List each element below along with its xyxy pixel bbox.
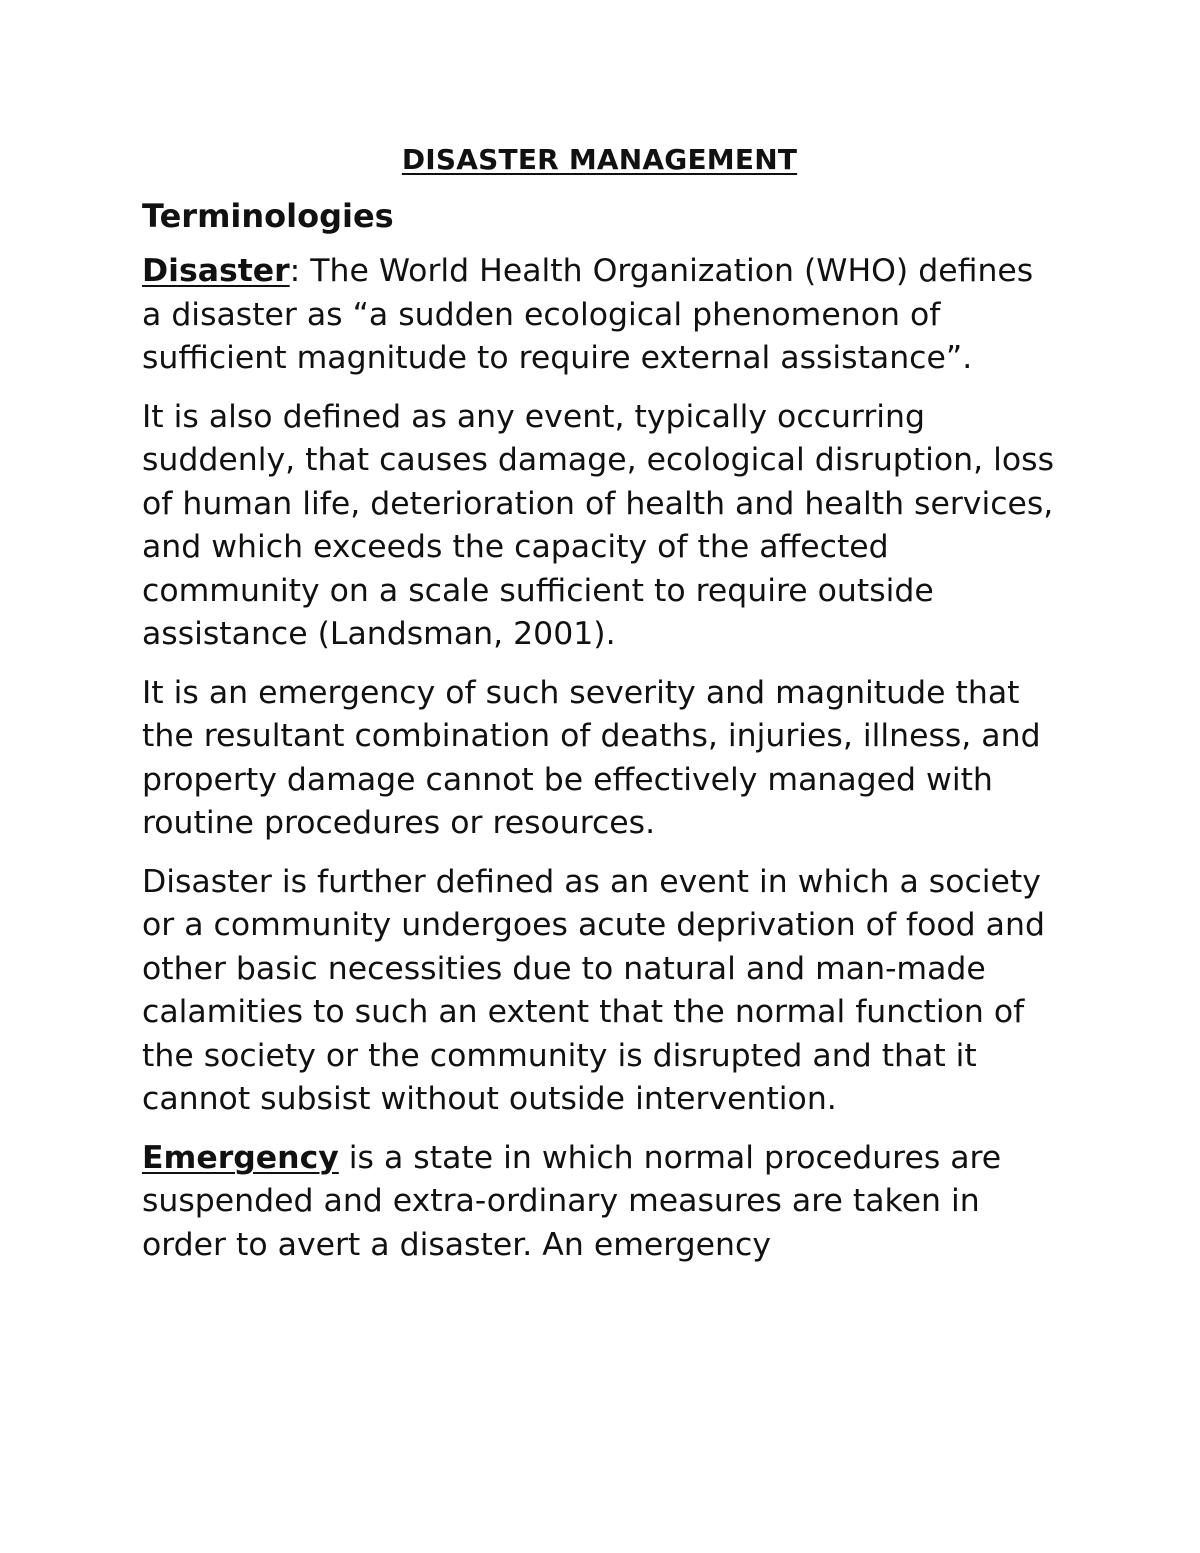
disaster-definition-paragraph (142, 250, 1057, 381)
document-title: DISASTER MANAGEMENT (401, 143, 798, 176)
body-paragraph: It is also defined as any event, typically occurring suddenly, that causes damage, ecological disruption, loss of human life, deterioration of health and health services, and which exceeds the capacity of the affected community on a scale sufficient to require outside assistance (Landsman, 2001). (142, 398, 1055, 652)
body-paragraph: It is an emergency of such severity and magnitude that the resultant combination of deaths, injuries, illness, and property damage cannot be effectively managed with routine procedures or resources. (142, 674, 1041, 841)
emergency-definition-text: is a state in which normal procedures are suspended and extra-ordinary measures are taken in order to avert a disaster. An emergency (142, 1139, 1002, 1263)
section-heading: Terminologies (142, 197, 394, 235)
term-disaster: Disaster (142, 253, 290, 289)
term-emergency: Emergency (142, 1139, 339, 1176)
emergency-definition-paragraph (142, 1137, 1057, 1268)
body-paragraph: Disaster is further defined as an event in which a society or a community undergoes acute deprivation of food and other basic necessities due to natural and man-made calamities to such an extent that the normal function of the society or the community is disrupted and that it cannot subsist without outside intervention. (142, 863, 1045, 1117)
document-body (142, 140, 1057, 1282)
disaster-definition-text: : The World Health Organization (WHO) defines a disaster as “a sudden ecological phenomenon of sufficient magnitude to require external assistance”. (142, 253, 1034, 376)
